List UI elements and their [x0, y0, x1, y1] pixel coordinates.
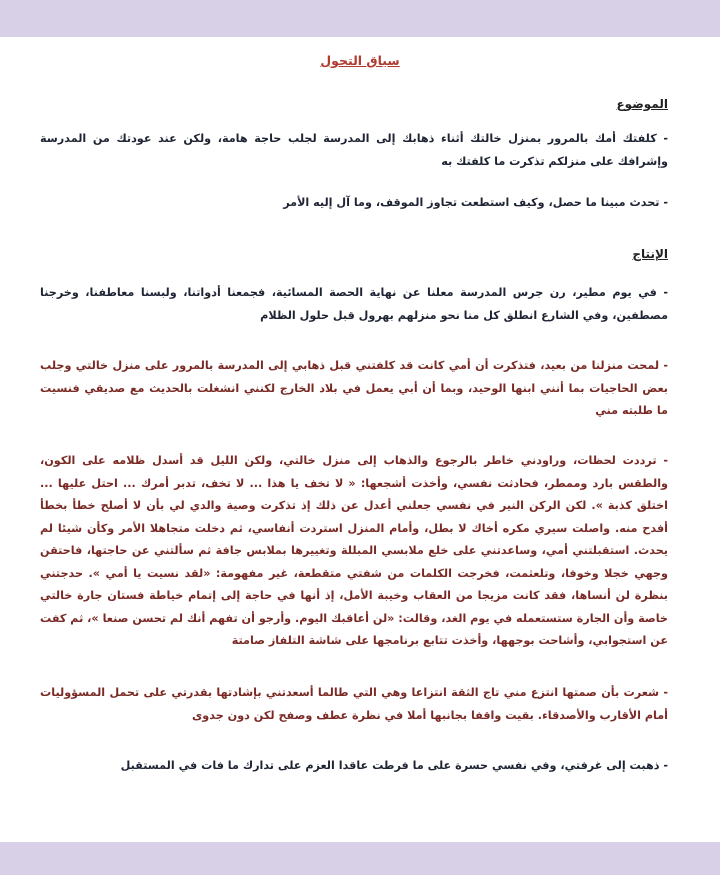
production-paragraph-2: - لمحت منزلنا من بعيد، فتذكرت أن أمي كانت قد كلفتني قبل ذهابي إلى المدرسة بالمرور على منزل خالتي وجلب بعض الحاجيات بما أنني ابنها الوحيد، وبما أن أبي يعمل في بلاد الخارج لكنني انشغلت بالحديث مع صديقي فنسيت ما طلبته مني	[40, 359, 668, 417]
document-page	[0, 37, 720, 842]
topic-heading: الموضوع	[616, 97, 668, 111]
production-paragraph-3: - ترددت لحظات، وراودني خاطر بالرجوع والذهاب إلى منزل خالتي، ولكن الليل قد أسدل ظلامه على الكون، والطقس بارد وممطر، فحادثت نفسي، وأخذت أشجعها: « لا تخف يا هذا ... لا تخف، تدبر أمرك ... احتل عليها ... اختلق كذبة ». لكن الركن النير في نفسي جعلني أعدل عن ذلك إذ تذكرت وصية والدي لي بأن لا أصلح خطأ بخطأ أفدح منه. واصلت سيري مكره أخاك لا بطل، وأمام المنزل استردت أنفاسي، ثم دخلت متجاهلا الأمر وكأن شيئا لم يحدث. استقبلتني أمي، وساعدتني على خلع ملابسي المبللة وتغييرها بملابس جافة ثم سألتني عن حاجتها، فاحتقن وجهي خجلا وخوفا، وتلعثمت، فخرجت الكلمات من شفتي متقطعة، غير مفهومة: «لقد نسيت يا أمي ». حدجتني بنظرة لن أنساها، فقد كانت مزيجا من العقاب وخيبة الأمل، إذ أنها في حاجة إلى إتمام خياطة فستان جارة خالتي خاصة وأن الجارة ستستعمله في يوم الغد، وقالت: «لن أعاقبك اليوم. وأرجو أن تفهم أنك لم تحسن صنعا »، ثم كفت عن استجوابي، وأشاحت بوجهها، وأخذت تتابع برنامجها على شاشة التلفاز صامتة	[40, 454, 668, 647]
production-paragraph-1: - في يوم مطير، رن جرس المدرسة معلنا عن نهاية الحصة المسائية، فجمعنا أدواتنا، ولبسنا معاطفنا، وخرجنا مصطفين، وفي الشارع انطلق كل منا نحو منزلهم بهرول قبل حلول الظلام	[40, 286, 668, 322]
production-paragraph-5: - ذهبت إلى غرفتي، وفي نفسي حسرة على ما فرطت عاقدا العزم على تدارك ما فات في المستقبل	[120, 759, 668, 772]
production-heading: الإنتاج	[632, 247, 668, 261]
document-title: سياق التحول	[320, 53, 400, 68]
production-paragraph-4: - شعرت بأن صمتها انتزع مني تاج الثقة انتزاعا وهي التي طالما أسعدتني بإشادتها بقدرتي على تحمل المسؤوليات أمام الأقارب والأصدقاء. بقيت واقفا بجانبها أملا في نظرة عطف وصفح لكن دون جدوى	[40, 686, 668, 722]
topic-paragraph-1: - كلفتك أمك بالمرور بمنزل خالتك أثناء ذهابك إلى المدرسة لجلب حاجة هامة، ولكن عند عودتك من المدرسة وإشرافك على منزلكم تذكرت ما كلفتك به	[40, 132, 668, 168]
topic-paragraph-2: - تحدث مبينا ما حصل، وكيف استطعت تجاوز الموقف، وما آل إليه الأمر	[283, 196, 668, 209]
